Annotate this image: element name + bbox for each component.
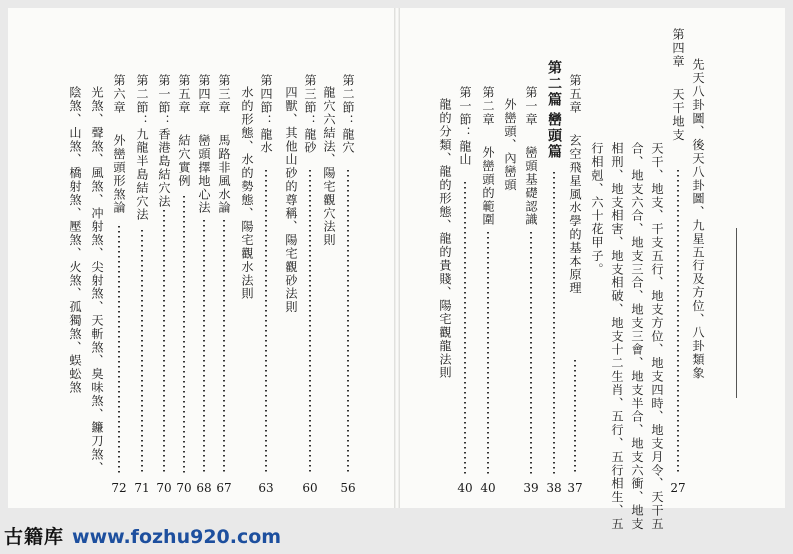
toc-entry	[479, 0, 497, 500]
toc-entry	[669, 0, 687, 500]
toc-entry	[215, 0, 233, 500]
toc-text: 第四章	[671, 28, 685, 69]
leader-dots	[141, 230, 143, 474]
toc-text: 第四章	[197, 74, 211, 115]
toc-text: 第五章	[568, 74, 582, 115]
toc-text: 龍的分類、龍的形態、龍的貴賤、陽宅觀龍法則	[438, 98, 452, 380]
toc-text: 陰煞、山煞、橋射煞、壓煞、火煞、孤獨煞、蜈蚣煞	[68, 86, 82, 395]
toc-text: 馬路非風水論	[217, 134, 231, 215]
toc-entry	[436, 0, 454, 500]
page-number: 60	[302, 481, 318, 495]
leader-dots	[163, 210, 165, 474]
leader-dots	[183, 196, 185, 474]
toc-text: 光煞、聲煞、風煞、冲射煞、尖射煞、天斬煞、臭味煞、鐮刀煞、	[90, 86, 104, 475]
page-number: 67	[216, 481, 232, 495]
toc-entry	[282, 0, 300, 500]
toc-text: 第四節：龍水	[259, 74, 273, 155]
toc-text: 第一節：龍山	[458, 86, 472, 167]
toc-text: 第六章	[112, 74, 126, 115]
page-number: 72	[111, 481, 127, 495]
leader-dots	[553, 172, 555, 474]
toc-text: 第五章	[177, 74, 191, 115]
toc-entry	[501, 0, 519, 500]
leader-dots	[530, 232, 532, 474]
toc-entry	[257, 0, 275, 500]
toc-text: 龍穴六結法、陽宅觀穴法則	[322, 86, 336, 247]
toc-entry	[588, 0, 606, 500]
page-number: 38	[546, 481, 562, 495]
page-number: 40	[480, 481, 496, 495]
toc-text: 第一章	[524, 86, 538, 127]
site-url: www.fozhu920.com	[72, 526, 282, 548]
leader-dots	[347, 170, 349, 474]
page-number: 70	[176, 481, 192, 495]
toc-text: 外巒頭形煞論	[112, 134, 126, 215]
toc-entry	[608, 0, 626, 531]
toc-entry	[175, 0, 193, 500]
toc-entry	[66, 0, 84, 500]
toc-text: 天干地支	[671, 88, 685, 142]
leader-dots	[203, 220, 205, 474]
toc-text: 巒頭篇	[546, 112, 562, 160]
toc-entry	[301, 0, 319, 500]
leader-dots	[487, 232, 489, 474]
toc-entry	[545, 0, 563, 500]
toc-text: 巒頭擇地心法	[197, 134, 211, 215]
toc-text: 第二節：九龍半島結穴法	[135, 74, 149, 222]
toc-text: 行相剋、六十花甲子。	[590, 142, 604, 276]
toc-entry	[88, 0, 106, 500]
leader-dots	[265, 170, 267, 474]
page-number: 39	[523, 481, 539, 495]
toc-entry	[339, 0, 357, 500]
toc-entry	[648, 0, 666, 531]
leader-dots	[574, 360, 576, 474]
page-number: 68	[196, 481, 212, 495]
toc-text: 水的形態、水的勢態、陽宅觀水法則	[240, 86, 254, 301]
toc-text: 第一節：香港島結穴法	[157, 74, 171, 208]
toc-entry	[522, 0, 540, 500]
toc-entry	[456, 0, 474, 500]
toc-entry	[195, 0, 213, 500]
toc-entry	[689, 0, 707, 500]
page-number: 37	[567, 481, 583, 495]
toc-entry	[566, 0, 584, 500]
toc-text: 第二篇	[546, 60, 562, 108]
toc-text: 外巒頭的範圍	[481, 146, 495, 227]
leader-dots	[223, 220, 225, 474]
toc-entry	[133, 0, 151, 500]
toc-text: 巒頭基礎認識	[524, 146, 538, 227]
page-number: 40	[457, 481, 473, 495]
toc-text: 先天八卦圖、後天八卦圖、九星五行及方位、八卦類象	[691, 58, 705, 380]
toc-entry	[628, 0, 646, 531]
site-logo	[4, 522, 281, 549]
page-number: 27	[670, 481, 686, 495]
book-gutter	[394, 8, 400, 508]
leader-dots	[118, 226, 120, 474]
toc-text: 四獸、其他山砂的尊稱、陽宅觀砂法則	[284, 86, 298, 314]
toc-text: 結穴實例	[177, 134, 191, 188]
leader-dots	[677, 170, 679, 474]
toc-text: 第二章	[481, 86, 495, 127]
leader-dots	[309, 170, 311, 474]
margin-line	[736, 228, 737, 398]
toc-text: 玄空飛星風水學的基本原理	[568, 134, 582, 295]
site-name: 古籍库	[4, 526, 65, 548]
toc-text: 第三節：龍砂	[303, 74, 317, 155]
page-number: 63	[258, 481, 274, 495]
toc-text: 外巒頭、內巒頭	[503, 98, 517, 192]
watermark-footer	[0, 518, 793, 554]
leader-dots	[464, 182, 466, 474]
toc-entry	[155, 0, 173, 500]
page-number: 70	[156, 481, 172, 495]
page-number: 71	[134, 481, 150, 495]
toc-entry	[320, 0, 338, 500]
toc-text: 相刑、地支相害、地支相破、地支十二生肖、五行、五行相生、五	[610, 142, 624, 531]
toc-text: 天干、地支、干支五行、地支方位、地支四時、地支月令、天干五	[650, 142, 664, 531]
toc-text: 第三章	[217, 74, 231, 115]
page-number: 56	[340, 481, 356, 495]
toc-text: 第二節：龍穴	[341, 74, 355, 155]
toc-text: 合、地支六合、地支三合、地支三會、地支半合、地支六衝、地支	[630, 142, 644, 531]
toc-entry	[110, 0, 128, 500]
toc-entry	[238, 0, 256, 500]
